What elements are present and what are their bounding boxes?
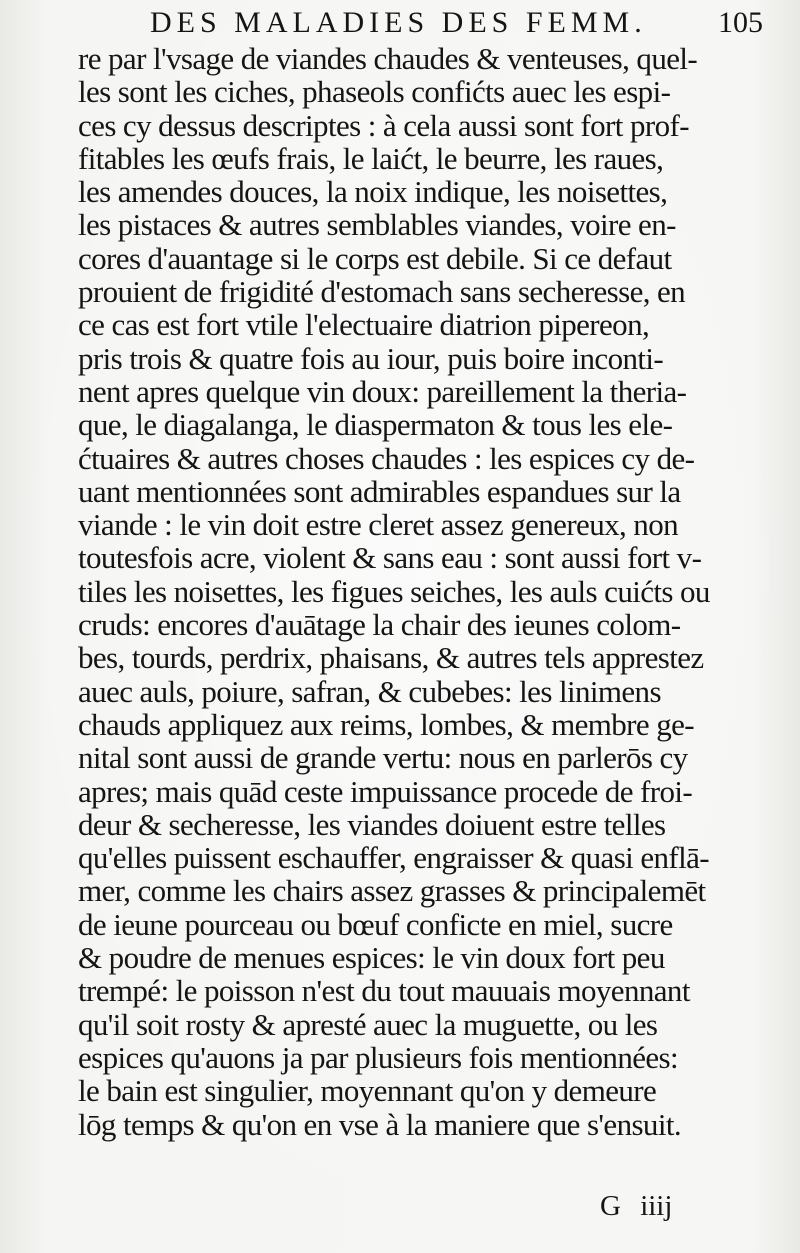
text-line: uant mentionnées sont admirables espandues sur la bbox=[78, 473, 681, 509]
text-line: trempé: le poisson n'est du tout mauuais moyennant bbox=[78, 973, 690, 1009]
text-line: les amendes douces, la noix indique, les noisettes, bbox=[78, 174, 668, 210]
text-line: qu'elles puissent eschauffer, engraisser & quasi enflā- bbox=[78, 840, 710, 876]
text-line: deur & secheresse, les viandes doiuent estre telles bbox=[78, 806, 666, 842]
text-line: de ieune pourceau ou bœuf conficte en miel, sucre bbox=[78, 906, 673, 942]
text-line: espices qu'auons ja par plusieurs fois mentionnées: bbox=[78, 1039, 679, 1075]
text-line: ces cy dessus descriptes : à cela aussi sont fort prof- bbox=[78, 107, 689, 143]
text-line: prouient de frigidité d'estomach sans secheresse, en bbox=[78, 274, 686, 310]
text-line: cores d'auantage si le corps est debile. Si ce defaut bbox=[78, 240, 672, 276]
text-line: re par l'vsage de viandes chaudes & venteuses, quel- bbox=[78, 41, 698, 76]
text-line: les sont les ciches, phaseols confićts auec les espi- bbox=[78, 74, 671, 110]
running-title: DES MALADIES DES FEMM. bbox=[150, 6, 647, 39]
text-line: mer, comme les chairs assez grasses & principalemēt bbox=[78, 873, 706, 909]
text-line: lōg temps & qu'on en vse à la maniere que s'ensuit. bbox=[78, 1106, 682, 1142]
text-line: nital sont aussi de grande vertu: nous en parlerōs cy bbox=[78, 740, 688, 776]
text-line: le bain est singulier, moyennant qu'on y demeure bbox=[78, 1073, 657, 1109]
text-line: & poudre de menues espices: le vin doux fort peu bbox=[78, 940, 665, 976]
text-line: toutesfois acre, violent & sans eau : sont aussi fort v- bbox=[78, 540, 702, 576]
page-number: 105 bbox=[718, 6, 763, 39]
text-line: auec auls, poiure, safran, & cubebes: les linimens bbox=[78, 673, 661, 709]
text-line: apres; mais quād ceste impuissance procede de froi- bbox=[78, 773, 693, 809]
text-line: ce cas est fort vtile l'electuaire diatrion pipereon, bbox=[78, 307, 650, 343]
text-line: chauds appliquez aux reims, lombes, & membre ge- bbox=[78, 706, 694, 742]
text-line: ćtuaires & autres choses chaudes : les espices cy de- bbox=[78, 440, 695, 476]
signature-mark: G iiij bbox=[600, 1190, 673, 1222]
text-block bbox=[78, 42, 778, 1141]
text-line: que, le diagalanga, le diaspermaton & tous les ele- bbox=[78, 407, 673, 443]
text-line: pris trois & quatre fois au iour, puis boire inconti- bbox=[78, 340, 664, 376]
text-line: viande : le vin doit estre cleret assez genereux, non bbox=[78, 507, 679, 543]
text-line: cruds: encores d'auātage la chair des ieunes colom- bbox=[78, 607, 681, 643]
text-line: fitables les œufs frais, le laićt, le beurre, les raues, bbox=[78, 140, 664, 176]
text-line: bes, tourds, perdrix, phaisans, & autres tels apprestez bbox=[78, 640, 704, 676]
text-line: qu'il soit rosty & apresté auec la muguette, ou les bbox=[78, 1006, 658, 1042]
text-line: nent apres quelque vin doux: pareillement la theria- bbox=[78, 373, 687, 409]
text-line: tiles les noisettes, les figues seiches, les auls cuićts ou bbox=[78, 573, 710, 609]
text-line: les pistaces & autres semblables viandes, voire en- bbox=[78, 207, 676, 243]
